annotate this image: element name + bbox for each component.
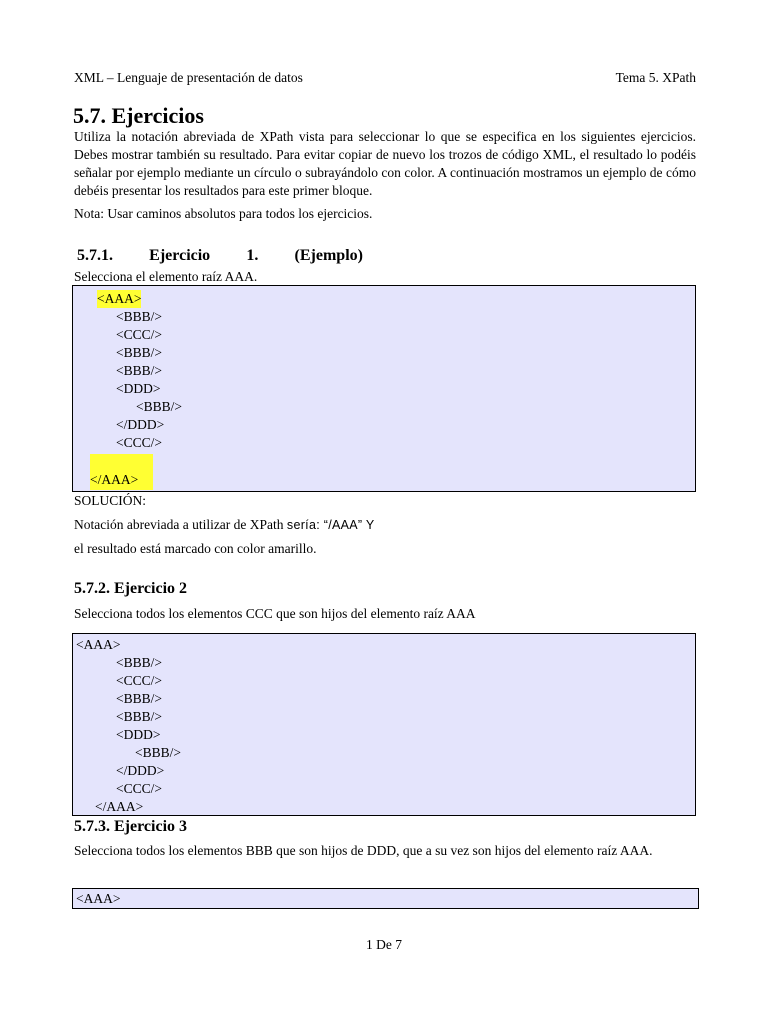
- ex2-code-line: </DDD>: [116, 763, 165, 778]
- ex2-code-line: <BBB/>: [116, 655, 162, 670]
- ex1-code-line: <BBB/>: [116, 309, 162, 324]
- ex2-code-line: <AAA>: [76, 637, 121, 652]
- header-topic: Tema 5. XPath: [615, 70, 696, 85]
- ex3-prompt: Selecciona todos los elementos BBB que son hijos de DDD, que a su vez son hijos del elemento raíz AAA.: [74, 843, 653, 858]
- ex1-code-line: <CCC/>: [116, 435, 162, 450]
- ex2-prompt: Selecciona todos los elementos CCC que son hijos del elemento raíz AAA: [74, 606, 476, 621]
- note-paragraph: Nota: Usar caminos absolutos para todos los ejercicios.: [74, 206, 373, 221]
- page-header: [74, 70, 696, 86]
- ex1-solution-text-a: Notación abreviada a utilizar de XPath: [74, 517, 287, 532]
- ex1-solution-label: SOLUCIÓN:: [74, 493, 147, 508]
- ex1-solution-result: el resultado está marcado con color amarillo.: [74, 541, 317, 556]
- ex1-heading-tag: (Ejemplo): [294, 247, 363, 264]
- ex2-heading: 5.7.2. Ejercicio 2: [74, 580, 188, 597]
- ex1-code-box: [72, 285, 696, 492]
- ex2-code-line: <DDD>: [116, 727, 161, 742]
- ex2-code-box: [72, 633, 696, 816]
- ex1-heading-word: Ejercicio: [149, 247, 211, 264]
- ex2-code-line: <BBB/>: [116, 709, 162, 724]
- ex1-solution-text-b: sería: “/AAA” Y: [286, 518, 375, 532]
- ex1-code-line: </AAA>: [90, 472, 139, 487]
- intro-paragraph: Utiliza la notación abreviada de XPath vista para seleccionar lo que se especifica en los siguientes ejercicios. Debes mostrar también su resultado. Para evitar copiar de nuevo los trozos de código XML, el resultado lo podéis señalar por ejemplo mediante un círculo o subrayándolo con color. A continuación mostramos un ejemplo de cómo debéis presentar los resultados para este primer bloque.: [74, 129, 696, 198]
- ex3-heading: 5.7.3. Ejercicio 3: [74, 818, 188, 835]
- ex1-solution-text: [74, 516, 696, 534]
- ex1-code-line: <AAA>: [97, 291, 142, 306]
- page-number: 1 De 7: [366, 937, 402, 952]
- ex2-code-line: <BBB/>: [116, 691, 162, 706]
- ex3-code-line: <AAA>: [76, 891, 121, 906]
- ex2-code-line: <CCC/>: [116, 673, 162, 688]
- section-title: 5.7. Ejercicios: [73, 103, 204, 128]
- ex2-code-line: </AAA>: [95, 799, 144, 814]
- ex1-heading-num: 5.7.1.: [77, 247, 113, 264]
- ex1-code-line: <BBB/>: [116, 345, 162, 360]
- ex1-code-line: <CCC/>: [116, 327, 162, 342]
- header-title: XML – Lenguaje de presentación de datos: [74, 70, 303, 85]
- ex1-heading: [77, 247, 363, 265]
- ex2-code-line: <CCC/>: [116, 781, 162, 796]
- ex1-code-line: <BBB/>: [136, 399, 182, 414]
- ex1-code-line: </DDD>: [116, 417, 165, 432]
- ex1-code-line: <DDD>: [116, 381, 161, 396]
- ex1-heading-n: 1.: [246, 247, 259, 264]
- ex2-code-line: <BBB/>: [135, 745, 181, 760]
- ex1-code-line: <BBB/>: [116, 363, 162, 378]
- ex3-code-box: [72, 888, 699, 909]
- ex1-prompt: Selecciona el elemento raíz AAA.: [74, 269, 258, 284]
